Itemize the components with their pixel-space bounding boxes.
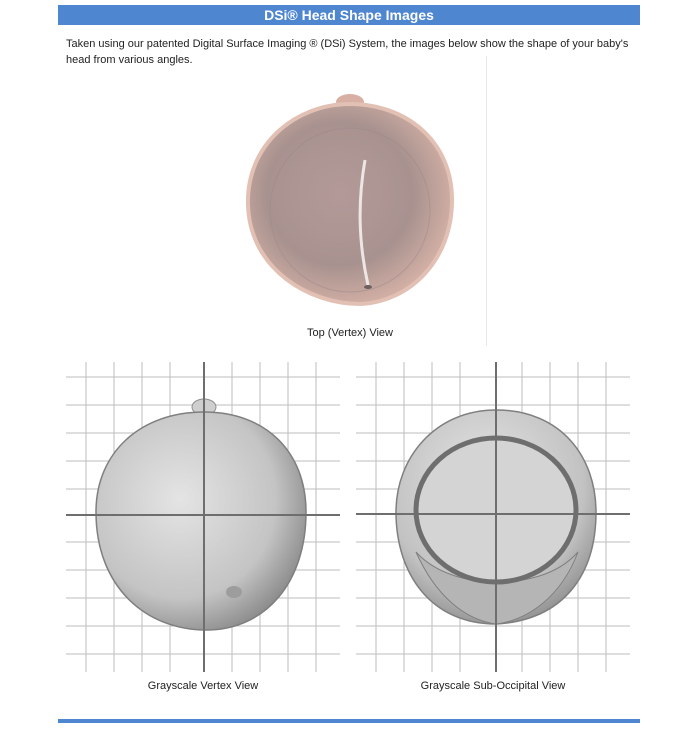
grayscale-vertex-image (66, 362, 340, 672)
grayscale-vertex-caption: Grayscale Vertex View (147, 680, 259, 692)
column-divider (486, 56, 487, 346)
page-title: DSi® Head Shape Images (58, 5, 640, 25)
footer-rule (58, 719, 640, 723)
top-vertex-image (240, 90, 460, 315)
intro-text: Taken using our patented Digital Surface Imaging ® (DSi) System, the images below show the shape of your baby's head from various angles. (66, 38, 629, 66)
top-view-caption: Top (Vertex) View (306, 327, 393, 339)
grayscale-suboccipital-image (356, 362, 630, 672)
grayscale-suboccipital-caption: Grayscale Sub-Occipital View (420, 680, 566, 692)
